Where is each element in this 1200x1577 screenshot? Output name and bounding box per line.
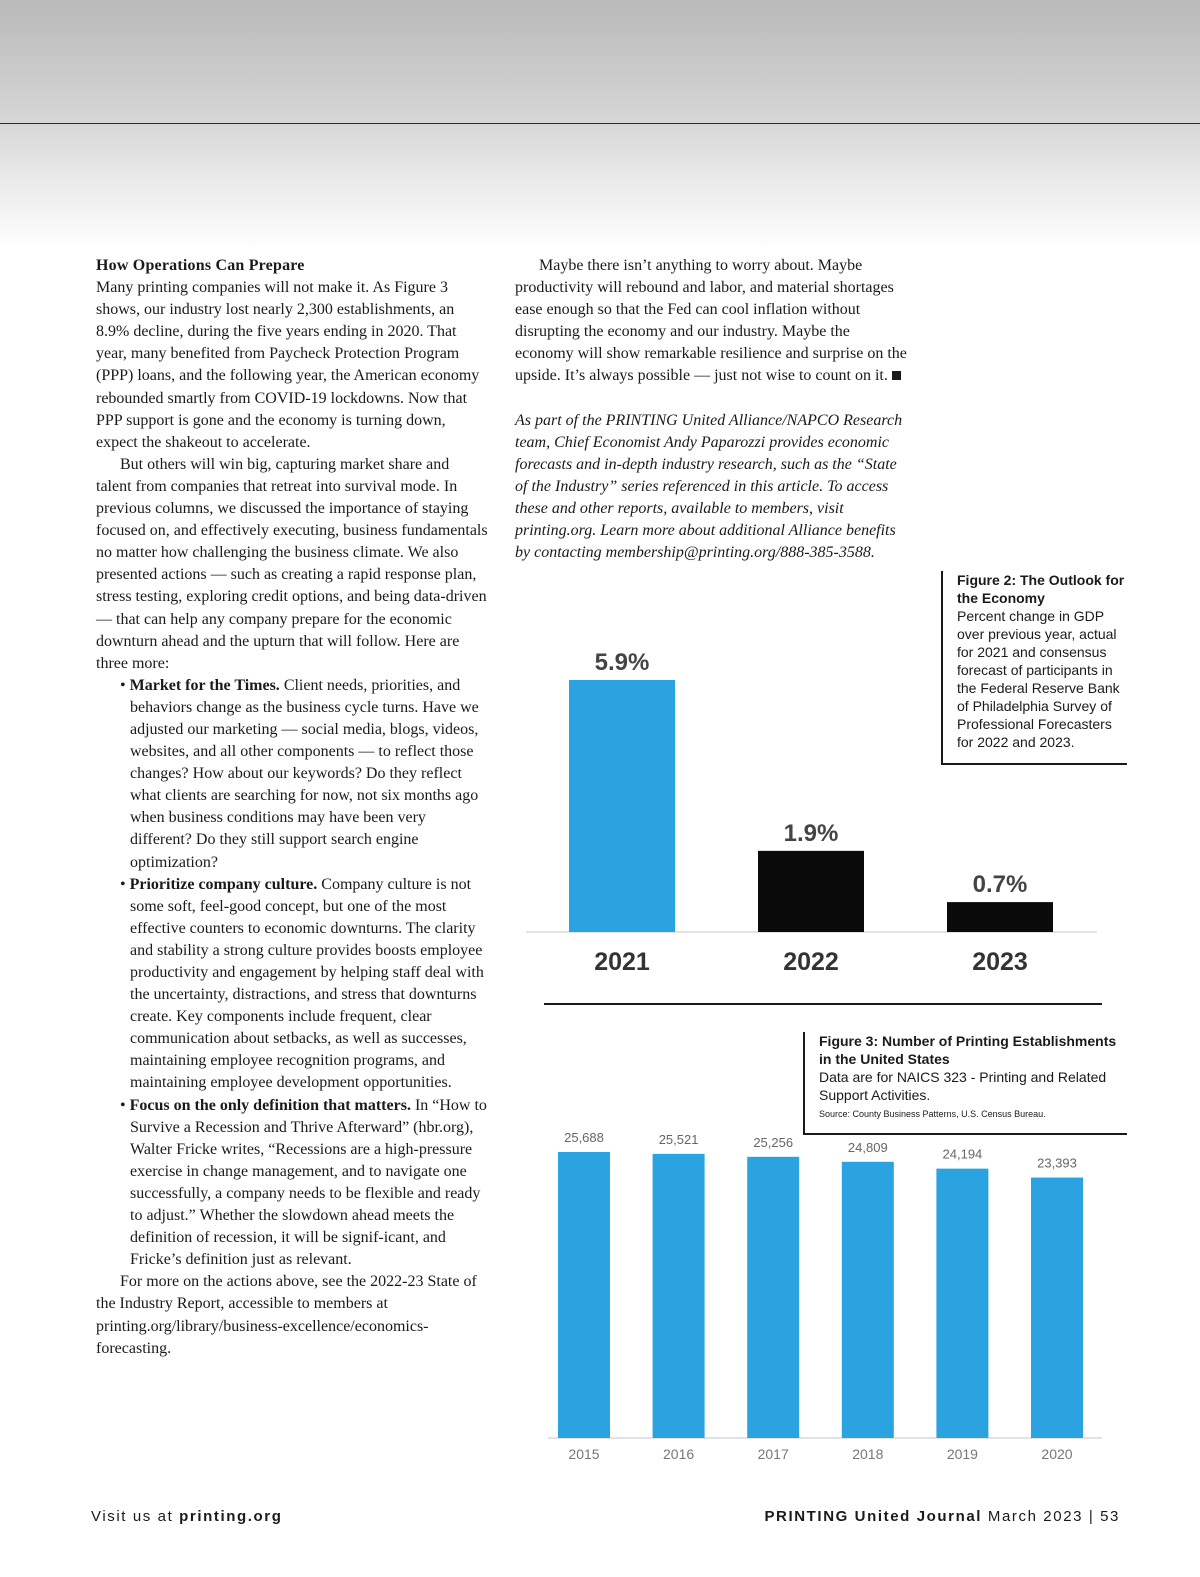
bullet-item: • Prioritize company culture. Company culture is not some soft, feel-good concept, but one of the most effective counters to economic downturns. The clarity and stability a strong culture provides boosts employee productivity and engagement by helping staff deal with the uncertainty, distractions, and stress that downturns create. Key components include frequent, clear communication about setbacks, as well as successes, maintaining employee recognition programs, and maintaining employee development opportunities. [120,875,484,1092]
bullet-text: In “How to Survive a Recession and Thrive Afterward” (hbr.org), Walter Fricke writes, “Recessions are a high-pressure exercise in change management, and to navigate one successfully, a company needs to be flexible and ready to adjust.” Whether the slowdown ahead meets the definition of recession, it will be signif-icant, and Fricke’s definition just as relevant. [130,1096,487,1269]
paragraph-1: Many printing companies will not make it. As Figure 3 shows, our industry lost nearly 2,300 establishments, an 8.9% decline, during the five years ending in 2020. That year, many benefited from Paycheck Protection Program (PPP) loans, and the following year, the American economy rebounded smartly from COVID-19 lockdowns. Now that PPP support is gone and the economy is turning down, expect the shakeout to accelerate. [96,279,480,451]
footer-visit-text: Visit us at [91,1508,180,1525]
bar-2016 [653,1154,705,1438]
x-tick-label: 2023 [972,948,1028,976]
data-label: 5.9% [594,649,650,676]
figure-3-description: Data are for NAICS 323 - Printing and Related Support Activities. [819,1069,1107,1103]
footer-issue-page: March 2023 | 53 [982,1508,1120,1525]
bar-2023 [947,902,1053,932]
footer-site-link[interactable]: printing.org [179,1508,283,1525]
data-label: 0.7% [972,871,1028,899]
x-tick-label: 2021 [594,948,650,976]
x-tick-label: 2016 [663,1446,695,1462]
gdp-outlook-chart [526,649,1097,976]
right-paragraph-text: Maybe there isn’t anything to worry about. Maybe productivity will rebound and labor, and material shortages ease enough so that the Fed can cool inflation without disrupting the economy and our industry. Maybe the economy will show remarkable resilience and surprise on the upside. It’s always possible — just not wise to count on it. [515,257,907,385]
bar-2019 [936,1169,988,1438]
x-tick-label: 2020 [1041,1446,1073,1462]
bullet-title: Focus on the only definition that matters. [129,1096,411,1114]
bullet-text: Client needs, priorities, and behaviors change as the business cycle turns. Have we adjusted our marketing — social media, blogs, videos, websites, and all other components — to reflect those changes? How about our keywords? Do they reflect what clients are searching for now, not six months ago when business conditions may have been very different? Do they still support search engine optimization? [130,676,479,871]
figure-3-source: Source: County Business Patterns, U.S. Census Bureau. [819,1109,1046,1119]
data-label: 23,393 [1037,1155,1077,1171]
bar-2020 [1031,1178,1083,1438]
data-label: 1.9% [783,819,839,847]
data-label: 24,809 [847,1139,888,1155]
footer-right [764,1508,1120,1525]
bar-2021 [569,680,675,932]
bullet-item: • Market for the Times. Client needs, priorities, and behaviors change as the business cycle turns. Have we adjusted our marketing — social media, blogs, videos, websites, and all other components — to reflect those changes? How about our keywords? Do they reflect what clients are searching for now, not six months ago when business conditions may have been very different? Do they still support search engine optimization? [120,676,479,871]
figure-2-description: Percent change in GDP over previous year, actual for 2021 and consensus forecast of participants in the Federal Reserve Bank of Philadelphia Survey of Professional Forecasters for 2022 and 2023. [957,608,1120,750]
bullet-item: • Focus on the only definition that matters. In “How to Survive a Recession and Thrive Afterward” (hbr.org), Walter Fricke writes, “Recessions are a high-pressure exercise in change management, and to navigate one successfully, a company needs to be flexible and ready to adjust.” Whether the slowdown ahead meets the definition of recession, it will be signif-icant, and Fricke’s definition just as relevant. [120,1096,487,1269]
figure-3-title: Figure 3: Number of Printing Establishments in the United States [819,1033,1117,1067]
data-label: 25,688 [564,1130,604,1145]
footer-left [91,1508,282,1525]
author-bio: As part of the PRINTING United Alliance/NAPCO Research team, Chief Economist Andy Paparozzi provides economic forecasts and in-depth industry research, such as the “State of the Industry” series referenced in this article. To access these and other reports, available to members, visit printing.org. Learn more about additional Alliance benefits by contacting membership@printing.org/888-385-3588. [515,411,903,562]
x-tick-label: 2015 [568,1446,600,1462]
bar-2022 [758,851,864,932]
figure-2-title: Figure 2: The Outlook for the Economy [957,572,1125,606]
bullet-title: Market for the Times. [129,676,280,694]
bullet-title: Prioritize company culture. [129,875,318,893]
x-tick-label: 2019 [946,1446,978,1462]
data-label: 25,521 [658,1131,699,1147]
bar-2015 [558,1152,610,1438]
bar-2018 [842,1162,894,1438]
establishments-chart [548,1130,1102,1462]
paragraph-2: But others will win big, capturing market share and talent from companies that retreat into survival mode. In previous columns, we discussed the importance of staying focused on, and effectively executing, business fundamentals no matter how challenging the business climate. We also presented actions — such as creating a rapid response plan, stress testing, exploring credit options, and being data-driven — that can help any company prepare for the economic downturn ahead and the upturn that will follow. Here are three more: [96,455,488,672]
closing-paragraph: For more on the actions above, see the 2022-23 State of the Industry Report, accessible to members at printing.org/library/business-excellence/economics-forecasting. [96,1273,477,1357]
bullet-text: Company culture is not some soft, feel-good concept, but one of the most effective counters to economic downturns. The clarity and stability a strong culture provides boosts employee productivity and engagement by helping staff deal with the uncertainty, distractions, and stress that downturns create. Key components include frequent, clear communication about setbacks, as well as successes, maintaining employee recognition programs, and maintaining employee development opportunities. [130,875,484,1092]
data-label: 25,256 [753,1134,794,1150]
x-tick-label: 2018 [852,1446,884,1462]
x-tick-label: 2022 [783,948,839,976]
x-tick-label: 2017 [757,1446,789,1462]
section-heading: How Operations Can Prepare [96,257,305,274]
footer-publication: PRINTING United Journal [764,1508,983,1525]
bar-2017 [747,1157,799,1438]
data-label: 24,194 [942,1146,983,1162]
